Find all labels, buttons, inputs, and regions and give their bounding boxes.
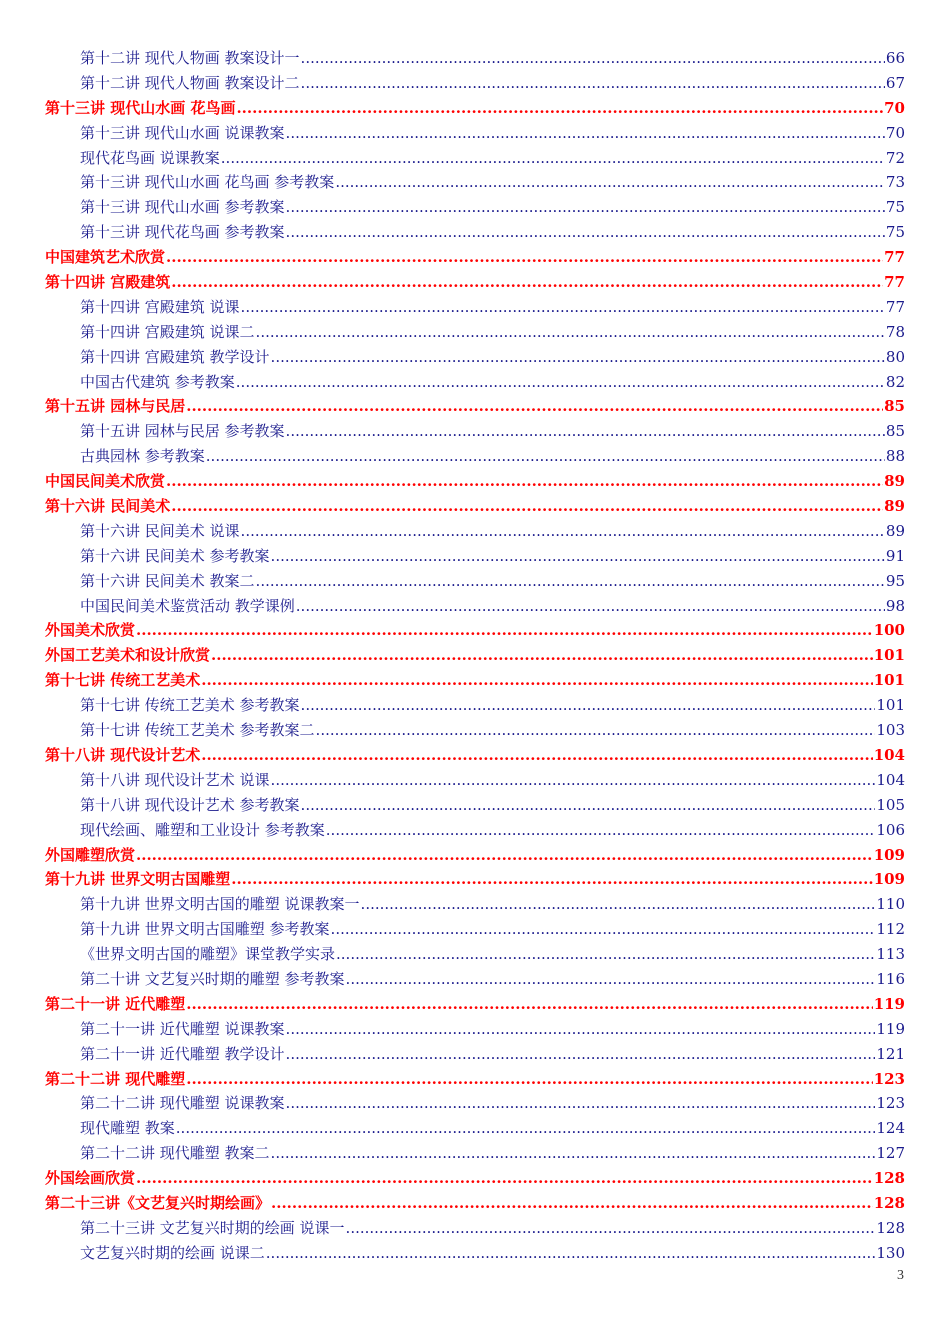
- toc-entry[interactable]: [45, 967, 905, 992]
- toc-page: 85: [885, 422, 905, 441]
- toc-leader-dots: [271, 544, 885, 569]
- toc-page: 70: [884, 98, 905, 117]
- toc-page: 123: [876, 1094, 905, 1113]
- toc-page: 119: [876, 1019, 905, 1038]
- toc-leader-dots: [171, 494, 883, 519]
- toc-heading[interactable]: [45, 1191, 905, 1216]
- toc-leader-dots: [271, 1191, 873, 1216]
- toc-title: 第十四讲 宫殿建筑 说课二: [80, 322, 255, 341]
- toc-title: 第十二讲 现代人物画 教案设计一: [80, 49, 300, 67]
- toc-page: 77: [885, 297, 905, 316]
- toc-entry[interactable]: [45, 519, 905, 544]
- toc-page: 116: [876, 969, 905, 988]
- toc-heading[interactable]: [45, 643, 905, 668]
- toc-entry[interactable]: [45, 1091, 905, 1116]
- toc-title: 外国绘画欣赏: [45, 1169, 136, 1188]
- toc-leader-dots: [301, 693, 876, 718]
- toc-heading[interactable]: [45, 245, 905, 270]
- toc-page: 80: [885, 347, 905, 366]
- toc-heading[interactable]: [45, 96, 905, 121]
- toc-page: 100: [873, 621, 905, 640]
- toc-entry[interactable]: [45, 1042, 905, 1067]
- toc-heading[interactable]: [45, 992, 905, 1017]
- toc-heading[interactable]: [45, 867, 905, 892]
- toc-entry[interactable]: [45, 569, 905, 594]
- page-number: 3: [897, 1268, 904, 1283]
- toc-leader-dots: [186, 394, 883, 419]
- toc-page: 112: [876, 920, 905, 939]
- toc-page: 101: [876, 696, 905, 715]
- toc-leader-dots: [301, 793, 876, 818]
- toc-title: 第十七讲 传统工艺美术 参考教案二: [80, 721, 315, 740]
- toc-title: 第二十一讲 近代雕塑 说课教案: [80, 1019, 285, 1038]
- toc-leader-dots: [286, 195, 885, 220]
- toc-entry[interactable]: [45, 121, 905, 146]
- toc-page: 70: [885, 123, 905, 142]
- toc-leader-dots: [336, 942, 875, 967]
- toc-leader-dots: [296, 594, 885, 619]
- toc-entry[interactable]: [45, 220, 905, 245]
- toc-entry[interactable]: [45, 718, 905, 743]
- toc-page: 77: [884, 248, 905, 267]
- toc-leader-dots: [241, 519, 885, 544]
- toc-entry[interactable]: [45, 892, 905, 917]
- toc-page: 123: [873, 1069, 905, 1088]
- toc-leader-dots: [176, 1116, 876, 1141]
- toc-leader-dots: [286, 1017, 876, 1042]
- toc-page: 89: [884, 497, 905, 516]
- toc-page: 89: [884, 472, 905, 491]
- toc-title: 第十九讲 世界文明古国雕塑 参考教案: [80, 920, 330, 939]
- toc-title: 外国美术欣赏: [45, 621, 136, 640]
- toc-heading[interactable]: [45, 1067, 905, 1092]
- toc-page: 104: [873, 745, 905, 764]
- toc-heading[interactable]: [45, 469, 905, 494]
- toc-leader-dots: [136, 1166, 873, 1191]
- toc-title: 第十三讲 现代山水画 说课教案: [80, 123, 285, 142]
- toc-title: 第十九讲 世界文明古国雕塑: [45, 870, 231, 889]
- toc-entry[interactable]: [45, 1017, 905, 1042]
- toc-leader-dots: [256, 569, 885, 594]
- toc-leader-dots: [361, 892, 876, 917]
- toc-title: 第十六讲 民间美术 参考教案: [80, 546, 270, 565]
- toc-leader-dots: [201, 743, 872, 768]
- toc-title: 第十七讲 传统工艺美术 参考教案: [80, 696, 300, 715]
- toc-title: 第十三讲 现代山水画 花鸟画: [45, 98, 236, 117]
- toc-entry[interactable]: [45, 942, 905, 967]
- toc-leader-dots: [241, 295, 885, 320]
- toc-page: 75: [885, 223, 905, 242]
- toc-title: 第十七讲 传统工艺美术: [45, 671, 201, 690]
- toc-entry[interactable]: [45, 195, 905, 220]
- toc-leader-dots: [206, 444, 885, 469]
- toc-entry[interactable]: [45, 768, 905, 793]
- toc-leader-dots: [286, 220, 885, 245]
- toc-page: 128: [876, 1218, 905, 1237]
- toc-page: 128: [873, 1169, 905, 1188]
- toc-title: 第十四讲 宫殿建筑: [45, 273, 171, 292]
- toc-heading[interactable]: [45, 394, 905, 419]
- toc-title: 外国雕塑欣赏: [45, 845, 136, 864]
- toc-entry[interactable]: [45, 693, 905, 718]
- toc-leader-dots: [316, 718, 876, 743]
- toc-title: 第十八讲 现代设计艺术 参考教案: [80, 795, 300, 814]
- toc-leader-dots: [186, 1067, 872, 1092]
- toc-page: 101: [873, 646, 905, 665]
- toc-heading[interactable]: [45, 618, 905, 643]
- toc-leader-dots: [256, 320, 885, 345]
- toc-heading[interactable]: [45, 270, 905, 295]
- toc-page: 109: [873, 870, 905, 889]
- toc-page: 73: [885, 173, 905, 192]
- toc-page: 77: [884, 273, 905, 292]
- toc-entry[interactable]: [45, 71, 905, 96]
- toc-title: 第十四讲 宫殿建筑 说课: [80, 297, 240, 316]
- toc-leader-dots: [136, 618, 873, 643]
- toc-entry[interactable]: [45, 1141, 905, 1166]
- toc-title: 中国古代建筑 参考教案: [80, 372, 235, 391]
- toc-title: 第二十一讲 近代雕塑: [45, 994, 186, 1013]
- toc-page: 104: [876, 770, 905, 789]
- toc-page: 127: [876, 1144, 905, 1163]
- toc-title: 文艺复兴时期的绘画 说课二: [80, 1243, 265, 1262]
- toc-page: 67: [885, 73, 905, 92]
- toc-entry[interactable]: [45, 320, 905, 345]
- toc-title: 外国工艺美术和设计欣赏: [45, 646, 211, 665]
- toc-page: 109: [873, 845, 905, 864]
- toc-leader-dots: [171, 270, 883, 295]
- toc-entry[interactable]: [45, 419, 905, 444]
- toc-page: 91: [885, 546, 905, 565]
- toc-page: 119: [873, 994, 905, 1013]
- toc-leader-dots: [286, 1042, 876, 1067]
- toc-page: 105: [876, 795, 905, 814]
- toc-title: 第十六讲 民间美术: [45, 497, 171, 516]
- toc-page: 66: [885, 49, 905, 67]
- toc-page: 95: [885, 571, 905, 590]
- toc-page: 78: [885, 322, 905, 341]
- toc-title: 现代绘画、雕塑和工业设计 参考教案: [80, 820, 325, 839]
- toc-entry[interactable]: [45, 444, 905, 469]
- toc-leader-dots: [286, 419, 885, 444]
- toc-entry[interactable]: [45, 594, 905, 619]
- toc-page: 121: [876, 1044, 905, 1063]
- toc-leader-dots: [231, 867, 872, 892]
- toc-entry[interactable]: [45, 1116, 905, 1141]
- toc-title: 第十六讲 民间美术 教案二: [80, 571, 255, 590]
- toc-title: 第二十三讲《文艺复兴时期绘画》: [45, 1193, 271, 1212]
- toc-title: 《世界文明古国的雕塑》课堂教学实录: [80, 945, 336, 964]
- toc-entry[interactable]: [45, 46, 905, 71]
- toc-title: 第十二讲 现代人物画 教案设计二: [80, 73, 300, 92]
- toc-page: 130: [876, 1243, 905, 1262]
- toc-entry[interactable]: [45, 917, 905, 942]
- toc-leader-dots: [346, 1216, 876, 1241]
- toc-entry[interactable]: [45, 818, 905, 843]
- toc-heading[interactable]: [45, 494, 905, 519]
- toc-heading[interactable]: [45, 668, 905, 693]
- toc-leader-dots: [326, 818, 876, 843]
- toc-leader-dots: [266, 1241, 876, 1266]
- toc-title: 第十三讲 现代花鸟画 参考教案: [80, 223, 285, 242]
- toc-page: 106: [876, 820, 905, 839]
- toc-title: 现代花鸟画 说课教案: [80, 148, 220, 167]
- toc-page: 98: [885, 596, 905, 615]
- toc-page: 103: [876, 721, 905, 740]
- toc-entry[interactable]: [45, 345, 905, 370]
- toc-title: 第十八讲 现代设计艺术: [45, 745, 201, 764]
- toc-entry[interactable]: [45, 793, 905, 818]
- toc-entry[interactable]: [45, 1216, 905, 1241]
- toc-title: 古典园林 参考教案: [80, 447, 205, 466]
- toc-page: 82: [885, 372, 905, 391]
- toc-title: 中国民间美术欣赏: [45, 472, 166, 491]
- toc-leader-dots: [271, 345, 885, 370]
- toc-leader-dots: [221, 146, 885, 171]
- toc-heading[interactable]: [45, 843, 905, 868]
- toc-title: 第十三讲 现代山水画 花鸟画 参考教案: [80, 173, 335, 192]
- toc-leader-dots: [286, 1091, 876, 1116]
- toc-title: 第十五讲 园林与民居: [45, 397, 186, 416]
- toc-leader-dots: [166, 245, 883, 270]
- toc-leader-dots: [201, 668, 872, 693]
- toc-entry[interactable]: [45, 370, 905, 395]
- table-of-contents: [45, 46, 905, 1266]
- toc-leader-dots: [236, 96, 883, 121]
- toc-page: 113: [876, 945, 905, 964]
- toc-entry[interactable]: [45, 544, 905, 569]
- toc-page: 88: [885, 447, 905, 466]
- toc-title: 第十五讲 园林与民居 参考教案: [80, 422, 285, 441]
- toc-title: 中国民间美术鉴赏活动 教学课例: [80, 596, 295, 615]
- toc-leader-dots: [236, 370, 885, 395]
- toc-title: 第二十三讲 文艺复兴时期的绘画 说课一: [80, 1218, 345, 1237]
- toc-page: 89: [885, 521, 905, 540]
- toc-page: 75: [885, 198, 905, 217]
- toc-leader-dots: [301, 71, 885, 96]
- toc-page: 101: [873, 671, 905, 690]
- toc-leader-dots: [301, 46, 885, 71]
- toc-page: 124: [876, 1119, 905, 1138]
- toc-title: 第二十二讲 现代雕塑 说课教案: [80, 1094, 285, 1113]
- toc-page: 128: [873, 1193, 905, 1212]
- toc-page: 72: [885, 148, 905, 167]
- toc-heading[interactable]: [45, 1166, 905, 1191]
- toc-title: 第十四讲 宫殿建筑 教学设计: [80, 347, 270, 366]
- toc-page: 85: [884, 397, 905, 416]
- toc-title: 第二十二讲 现代雕塑: [45, 1069, 186, 1088]
- toc-leader-dots: [331, 917, 876, 942]
- toc-leader-dots: [346, 967, 876, 992]
- toc-title: 第十八讲 现代设计艺术 说课: [80, 770, 270, 789]
- toc-title: 第十九讲 世界文明古国的雕塑 说课教案一: [80, 895, 360, 914]
- toc-leader-dots: [211, 643, 873, 668]
- toc-entry[interactable]: [45, 146, 905, 171]
- toc-leader-dots: [271, 1141, 876, 1166]
- toc-page: 110: [876, 895, 905, 914]
- toc-heading[interactable]: [45, 743, 905, 768]
- toc-title: 现代雕塑 教案: [80, 1119, 175, 1138]
- toc-title: 第二十讲 文艺复兴时期的雕塑 参考教案: [80, 969, 345, 988]
- toc-title: 第十六讲 民间美术 说课: [80, 521, 240, 540]
- toc-leader-dots: [136, 843, 873, 868]
- toc-title: 中国建筑艺术欣赏: [45, 248, 166, 267]
- toc-entry[interactable]: [45, 1241, 905, 1266]
- toc-entry[interactable]: [45, 170, 905, 195]
- toc-title: 第十三讲 现代山水画 参考教案: [80, 198, 285, 217]
- toc-entry[interactable]: [45, 295, 905, 320]
- toc-leader-dots: [186, 992, 872, 1017]
- toc-leader-dots: [166, 469, 883, 494]
- toc-leader-dots: [271, 768, 876, 793]
- toc-title: 第二十二讲 现代雕塑 教案二: [80, 1144, 270, 1163]
- toc-leader-dots: [335, 170, 885, 195]
- toc-title: 第二十一讲 近代雕塑 教学设计: [80, 1044, 285, 1063]
- toc-leader-dots: [286, 121, 885, 146]
